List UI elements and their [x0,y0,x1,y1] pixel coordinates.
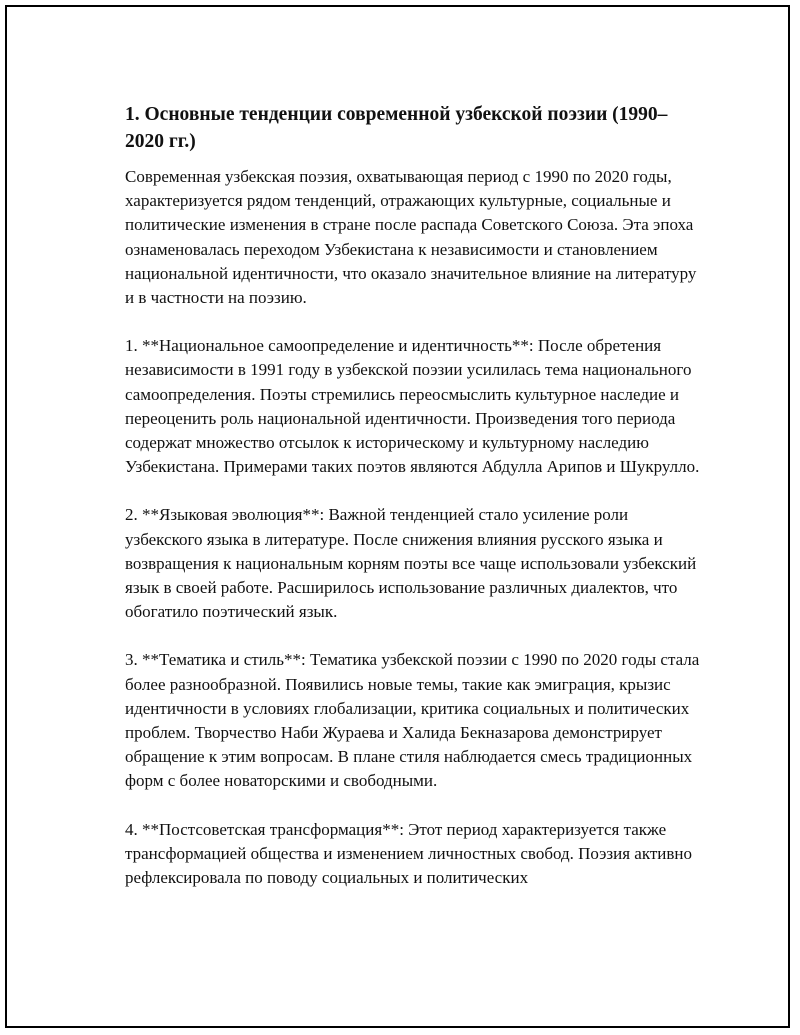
page-frame [5,5,790,1028]
paragraph-national-identity: 1. **Национальное самоопределение и идентичность**: После обретения независимости в 1991 году в узбекской поэзии усилилась тема национального самоопределения. Поэты стремились переосмыслить культурное наследие и переоценить роль национальной идентичности. Произведения того периода содержат множество отсылок к историческому и культурному наследию Узбекистана. Примерами таких поэтов являются Абдулла Арипов и Шукрулло. [125,336,700,477]
document-body [125,101,705,914]
paragraph-themes-style: 3. **Тематика и стиль**: Тематика узбекской поэзии с 1990 по 2020 годы стала более разнообразной. Появились новые темы, такие как эмиграция, крызис идентичности в условиях глобализации, критика социальных и политических проблем. Творчество Наби Жураева и Халида Бекназарова демонстрирует обращение к этим вопросам. В плане стиля наблюдается смесь традиционных форм с более новаторскими и свободными. [125,650,700,791]
paragraph-intro: Современная узбекская поэзия, охватывающая период с 1990 по 2020 годы, характеризуется рядом тенденций, отражающих культурные, социальные и политические изменения в стране после распада Советского Союза. Эта эпоха ознаменовалась переходом Узбекистана к независимости и становлением национальной идентичности, что оказало значительное влияние на литературу и в частности на поэзию. [125,167,697,308]
paragraph-language-evolution: 2. **Языковая эволюция**: Важной тенденцией стало усиление роли узбекского языка в литературе. После снижения влияния русского языка и возвращения к национальным корням поэты все чаще использовали узбекский язык в своей работе. Расширилось использование различных диалектов, что обогатило поэтический язык. [125,505,697,622]
paragraph-post-soviet: 4. **Постсоветская трансформация**: Этот период характеризуется также трансформацией общества и изменением личностных свобод. Поэзия активно рефлексировала по поводу социальных и политических [125,819,693,888]
document-title: 1. Основные тенденции современной узбекской поэзии (1990–2020 гг.) [125,104,668,152]
